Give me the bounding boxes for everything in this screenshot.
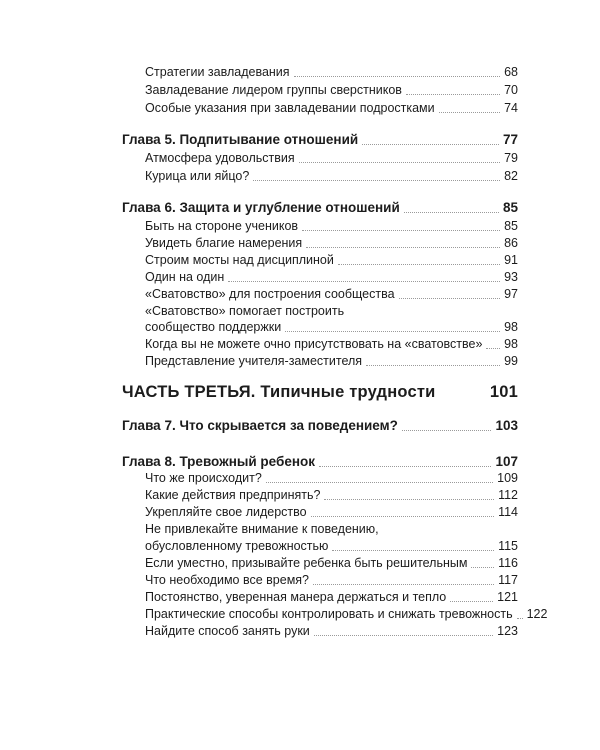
toc-entry-page: 70: [504, 83, 518, 97]
toc-entry: [145, 237, 518, 250]
toc-entry-page: 121: [497, 590, 518, 604]
dot-leader: [399, 297, 501, 299]
toc-entry: [145, 557, 518, 570]
toc-entry-title: Если уместно, призывайте ребенка быть решительным: [145, 556, 468, 570]
toc-entry-title: Завладевание лидером группы сверстников: [145, 83, 402, 97]
toc-entry-title-line: Не привлекайте внимание к поведению,: [145, 522, 379, 536]
toc-entry: [145, 84, 518, 97]
toc-entry-page: 112: [498, 488, 518, 502]
dot-leader: [366, 364, 500, 366]
dot-leader: [266, 481, 493, 483]
toc-entry-page: 91: [504, 253, 518, 267]
toc-entry-page: 117: [498, 573, 518, 587]
toc-entry: [145, 591, 518, 604]
toc-chapter: [122, 419, 518, 433]
toc-entry: [145, 355, 518, 368]
toc-entry-title: обусловленному тревожностью: [145, 539, 329, 553]
toc-entry: [145, 489, 518, 502]
toc-chapter-page: 103: [495, 418, 518, 433]
toc-entry-page: 86: [504, 236, 518, 250]
toc-entry-title: Особые указания при завладевании подростками: [145, 101, 435, 115]
toc-entry: [145, 321, 518, 334]
toc-entry: [145, 506, 518, 519]
toc-entry-page: 122: [526, 607, 548, 621]
toc-entry-title: Когда вы не можете очно присутствовать на «сватовстве»: [145, 337, 483, 351]
toc-entry-page: 115: [498, 539, 518, 553]
toc-entry-title: Строим мосты над дисциплиной: [145, 253, 334, 267]
dot-leader: [439, 397, 485, 399]
toc-entry-page: 98: [504, 337, 518, 351]
toc-entry-page: 68: [504, 65, 518, 79]
dot-leader: [404, 211, 499, 213]
dot-leader: [302, 229, 500, 231]
dot-leader: [324, 498, 494, 500]
toc-chapter-page: 77: [502, 132, 518, 147]
toc-entry: [145, 472, 518, 485]
toc-entry-page: 109: [497, 471, 518, 485]
dot-leader: [299, 161, 500, 163]
toc-entry-page: 123: [497, 624, 518, 638]
toc-entry: [145, 288, 518, 301]
toc-entry: [145, 152, 518, 165]
toc-entry: [145, 271, 518, 284]
toc-entry: [145, 66, 518, 79]
toc-entry: [145, 220, 518, 233]
toc-chapter-title: Глава 6. Защита и углубление отношений: [122, 200, 400, 215]
dot-leader: [306, 246, 500, 248]
toc-part-title: ЧАСТЬ ТРЕТЬЯ. Типичные трудности: [122, 383, 436, 401]
toc-chapter-title: Глава 5. Подпитывание отношений: [122, 132, 359, 147]
toc-entry-page: 116: [498, 556, 518, 570]
toc-chapter: [122, 201, 518, 215]
toc-entry: [145, 338, 518, 351]
dot-leader: [471, 566, 494, 568]
dot-leader: [450, 600, 493, 602]
toc-entry-page: 82: [504, 169, 518, 183]
dot-leader: [486, 347, 500, 349]
toc-entry-title: Быть на стороне учеников: [145, 219, 299, 233]
toc-entry-page: 79: [504, 151, 518, 165]
toc-entry-title: Представление учителя-заместителя: [145, 354, 363, 368]
toc-chapter-page: 85: [502, 200, 518, 215]
toc-entry-page: 98: [504, 320, 518, 334]
toc-entry-title: Найдите способ занять руки: [145, 624, 310, 638]
toc-entry: [145, 625, 518, 638]
toc-entry: [145, 540, 518, 553]
dot-leader: [313, 583, 494, 585]
toc-entry-title: Что же происходит?: [145, 471, 262, 485]
toc-entry-title: Увидеть благие намерения: [145, 236, 303, 250]
toc-entry-title: Постоянство, уверенная манера держаться и тепло: [145, 590, 447, 604]
toc-entry-title: Атмосфера удовольствия: [145, 151, 295, 165]
toc-entry: [145, 574, 518, 587]
toc-entry: [145, 607, 548, 621]
dot-leader: [439, 111, 500, 113]
toc-entry-title: Что необходимо все время?: [145, 573, 310, 587]
dot-leader: [285, 330, 500, 332]
toc-part-page: 101: [489, 383, 518, 401]
dot-leader: [402, 429, 492, 431]
toc-chapter: [122, 133, 518, 147]
dot-leader: [362, 143, 499, 145]
toc-entry-page: 114: [498, 505, 518, 519]
dot-leader: [311, 515, 494, 517]
dot-leader: [314, 634, 493, 636]
dot-leader: [338, 263, 500, 265]
toc-entry-page: 97: [504, 287, 518, 301]
dot-leader: [228, 280, 500, 282]
toc-chapter-title: Глава 8. Тревожный ребенок: [122, 454, 316, 469]
toc-entry-title: Практические способы контролировать и снижать тревожность: [145, 607, 513, 621]
dot-leader: [406, 93, 500, 95]
toc-entry-page: 85: [504, 219, 518, 233]
toc-chapter: [122, 455, 518, 469]
dot-leader: [253, 179, 500, 181]
toc-entry-page: 99: [504, 354, 518, 368]
toc-entry: [145, 170, 518, 183]
toc-part: [122, 384, 518, 401]
toc-entry-title: «Сватовство» для построения сообщества: [145, 287, 395, 301]
toc-entry-title: Один на один: [145, 270, 225, 284]
dot-leader: [517, 617, 523, 619]
toc-entry-page: 74: [504, 101, 518, 115]
toc-entry-title: Укрепляйте свое лидерство: [145, 505, 307, 519]
toc-entry-title: сообщество поддержки: [145, 320, 282, 334]
toc-entry-title: Какие действия предпринять?: [145, 488, 321, 502]
toc-entry: [145, 102, 518, 115]
toc-entry: [145, 254, 518, 267]
toc-entry-title: Курица или яйцо?: [145, 169, 250, 183]
toc-entry-title: Стратегии завладевания: [145, 65, 290, 79]
toc-chapter-title: Глава 7. Что скрывается за поведением?: [122, 418, 398, 433]
toc-entry-title-line: «Сватовство» помогает построить: [145, 304, 345, 318]
toc-entry-page: 93: [504, 270, 518, 284]
dot-leader: [294, 75, 501, 77]
toc-chapter-page: 107: [495, 454, 518, 469]
dot-leader: [332, 549, 494, 551]
dot-leader: [319, 465, 491, 467]
